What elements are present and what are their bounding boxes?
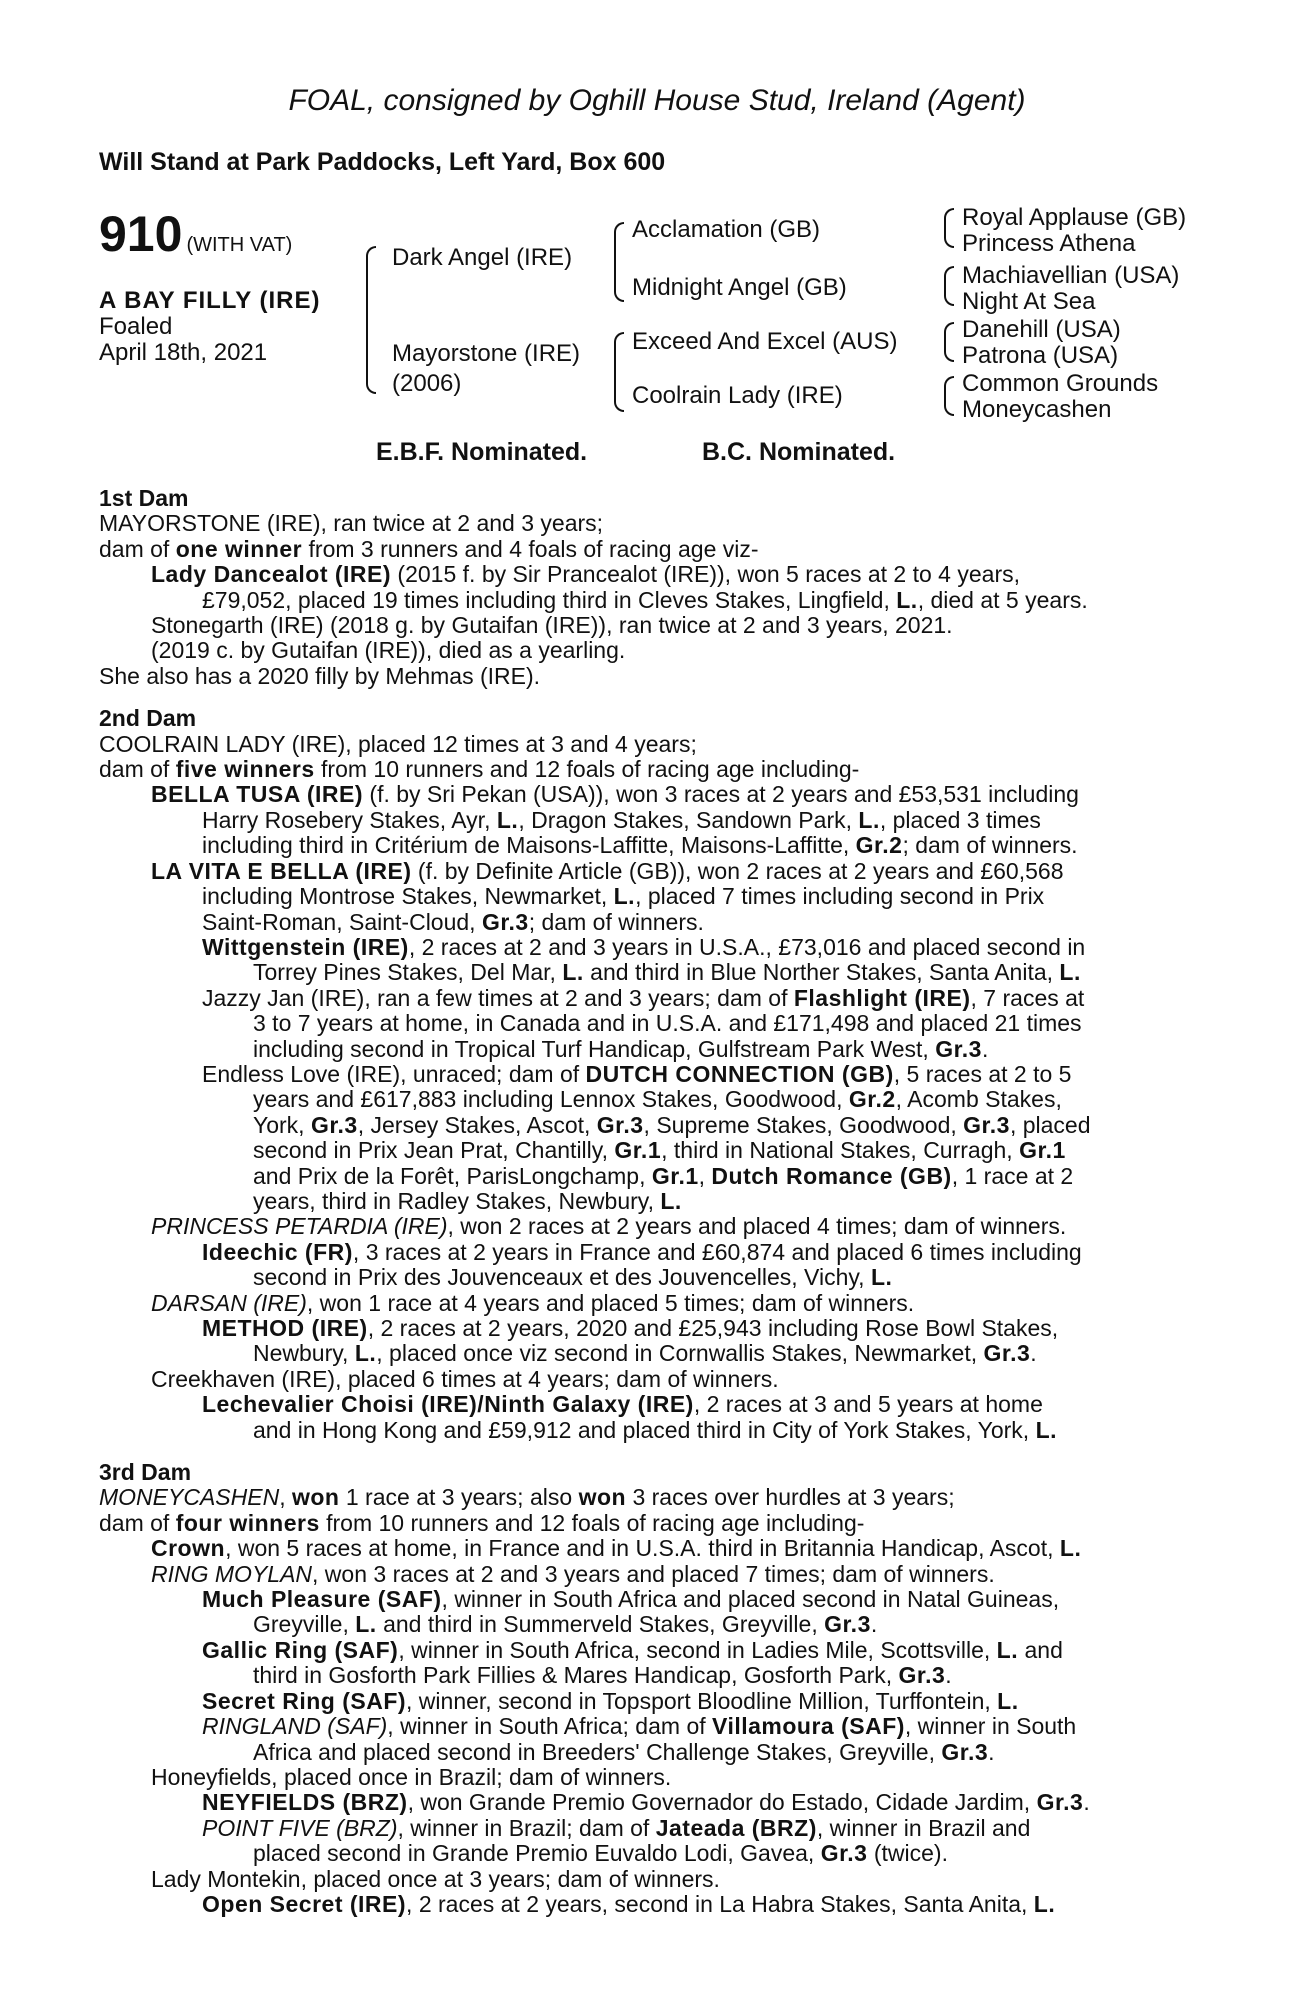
third-dam-title: 3rd Dam — [99, 1459, 192, 1486]
vat-note: (WITH VAT) — [186, 234, 293, 256]
third-dam-line: Africa and placed second in Breeders' Challenge Stakes, Greyville, Gr.3. — [253, 1738, 995, 1765]
second-dam-line: including second in Tropical Turf Handicap, Gulfstream Park West, Gr.3. — [253, 1035, 989, 1062]
pedigree-bracket — [944, 208, 954, 248]
third-dam-line: Honeyfields, placed once in Brazil; dam of winners. — [151, 1763, 672, 1790]
second-dam-line: Lechevalier Choisi (IRE)/Ninth Galaxy (IRE), 2 races at 3 and 5 years at home — [202, 1391, 1043, 1418]
third-dam-line: NEYFIELDS (BRZ), won Grande Premio Governador do Estado, Cidade Jardim, Gr.3. — [202, 1789, 1090, 1816]
second-dam-line: Wittgenstein (IRE), 2 races at 2 and 3 years in U.S.A., £73,016 and placed second in — [202, 933, 1086, 960]
pedigree-bracket — [366, 246, 376, 394]
pedigree-dam: Mayorstone (IRE) — [392, 340, 581, 367]
second-dam-line: including third in Critérium de Maisons-Laffitte, Maisons-Laffitte, Gr.2; dam of winners. — [202, 832, 1078, 859]
horse-name: A BAY FILLY (IRE) — [99, 287, 321, 314]
third-dam-line: Gallic Ring (SAF), winner in South Africa, second in Ladies Mile, Scottsville, L. and — [202, 1636, 1063, 1663]
pedigree-bracket — [944, 322, 954, 362]
second-dam-line: Endless Love (IRE), unraced; dam of DUTCH CONNECTION (GB), 5 races at 2 to 5 — [202, 1060, 1072, 1087]
ebf-nominated: E.B.F. Nominated. — [376, 438, 588, 466]
second-dam-line: Jazzy Jan (IRE), ran a few times at 2 and 3 years; dam of Flashlight (IRE), 7 races at — [202, 984, 1085, 1011]
second-dam-line: years and £617,883 including Lennox Stakes, Goodwood, Gr.2, Acomb Stakes, — [253, 1086, 1062, 1113]
second-dam-line: Newbury, L., placed once viz second in Cornwallis Stakes, Newmarket, Gr.3. — [253, 1340, 1037, 1367]
dam-lines — [99, 486, 1209, 1917]
second-dam-line: DARSAN (IRE), won 1 race at 4 years and placed 5 times; dam of winners. — [151, 1289, 915, 1316]
foaled-label: Foaled — [99, 313, 173, 340]
third-dam-line: dam of four winners from 10 runners and 12 foals of racing age including- — [99, 1509, 865, 1536]
catalogue-heading: FOAL, consigned by Oghill House Stud, Ireland (Agent) — [288, 84, 1026, 117]
stand-location: Will Stand at Park Paddocks, Left Yard, Box 600 — [99, 148, 666, 176]
second-dam-line: Creekhaven (IRE), placed 6 times at 4 years; dam of winners. — [151, 1365, 779, 1392]
foaled-date: April 18th, 2021 — [99, 339, 268, 366]
second-dam-line: Harry Rosebery Stakes, Ayr, L., Dragon Stakes, Sandown Park, L., placed 3 times — [202, 806, 1041, 833]
first-dam-line: She also has a 2020 filly by Mehmas (IRE). — [99, 662, 541, 689]
first-dam-line: Stonegarth (IRE) (2018 g. by Gutaifan (IRE)), ran twice at 2 and 3 years, 2021. — [151, 612, 953, 639]
second-dam-line: and Prix de la Forêt, ParisLongchamp, Gr.1, Dutch Romance (GB), 1 race at 2 — [253, 1162, 1074, 1189]
second-dam-line: Ideechic (FR), 3 races at 2 years in France and £60,874 and placed 6 times including — [202, 1238, 1082, 1265]
third-dam-line: Crown, won 5 races at home, in France and in U.S.A. third in Britannia Handicap, Ascot, L. — [151, 1535, 1082, 1562]
pedigree-g8: Moneycashen — [962, 396, 1112, 423]
first-dam-line: MAYORSTONE (IRE), ran twice at 2 and 3 years; — [99, 510, 604, 537]
pedigree-g3: Machiavellian (USA) — [962, 262, 1180, 289]
bc-nominated: B.C. Nominated. — [702, 438, 896, 466]
second-dam-line: COOLRAIN LADY (IRE), placed 12 times at 3 and 4 years; — [99, 730, 697, 757]
pedigree-dam-sire: Exceed And Excel (AUS) — [632, 328, 898, 355]
pedigree-bracket — [944, 266, 954, 306]
second-dam-line: METHOD (IRE), 2 races at 2 years, 2020 and £25,943 including Rose Bowl Stakes, — [202, 1315, 1059, 1341]
third-dam-line: placed second in Grande Premio Euvaldo Lodi, Gavea, Gr.3 (twice). — [253, 1840, 948, 1867]
pedigree-g2: Princess Athena — [962, 230, 1136, 257]
pedigree-sire-dam: Midnight Angel (GB) — [632, 274, 847, 301]
first-dam-line: £79,052, placed 19 times including third in Cleves Stakes, Lingfield, L., died at 5 years. — [202, 586, 1088, 613]
pedigree-g1: Royal Applause (GB) — [962, 204, 1187, 231]
pedigree-sire: Dark Angel (IRE) — [392, 244, 573, 271]
third-dam-line: Lady Montekin, placed once at 3 years; dam of winners. — [151, 1865, 720, 1892]
third-dam-line: POINT FIVE (BRZ), winner in Brazil; dam of Jateada (BRZ), winner in Brazil and — [202, 1814, 1031, 1841]
pedigree-g4: Night At Sea — [962, 288, 1096, 315]
first-dam-title: 1st Dam — [99, 485, 189, 511]
lot-number-block — [99, 205, 292, 263]
third-dam-line: third in Gosforth Park Fillies & Mares Handicap, Gosforth Park, Gr.3. — [253, 1662, 952, 1689]
pedigree-dam-year: (2006) — [392, 370, 462, 397]
pedigree-bracket — [614, 222, 624, 302]
first-dam-line: (2019 c. by Gutaifan (IRE)), died as a yearling. — [151, 637, 626, 664]
pedigree-bracket — [944, 376, 954, 416]
third-dam-line: RING MOYLAN, won 3 races at 2 and 3 years and placed 7 times; dam of winners. — [151, 1560, 995, 1587]
first-dam-line: dam of one winner from 3 runners and 4 foals of racing age viz- — [99, 535, 759, 562]
pedigree-sire-sire: Acclamation (GB) — [632, 216, 821, 243]
second-dam-line: second in Prix Jean Prat, Chantilly, Gr.1, third in National Stakes, Curragh, Gr.1 — [253, 1137, 1066, 1164]
third-dam-line: Secret Ring (SAF), winner, second in Topsport Bloodline Million, Turffontein, L. — [202, 1687, 1019, 1714]
pedigree-bracket — [614, 332, 624, 412]
third-dam-line: Open Secret (IRE), 2 races at 2 years, second in La Habra Stakes, Santa Anita, L. — [202, 1890, 1056, 1917]
second-dam-line: PRINCESS PETARDIA (IRE), won 2 races at 2 years and placed 4 times; dam of winners. — [151, 1213, 1067, 1240]
second-dam-line: second in Prix des Jouvenceaux et des Jouvencelles, Vichy, L. — [253, 1264, 893, 1291]
pedigree-g7: Common Grounds — [962, 370, 1159, 397]
second-dam-line: dam of five winners from 10 runners and 12 foals of racing age including- — [99, 756, 860, 783]
third-dam-line: MONEYCASHEN, won 1 race at 3 years; also won 3 races over hurdles at 3 years; — [99, 1484, 955, 1511]
first-dam-line: Lady Dancealot (IRE) (2015 f. by Sir Prancealot (IRE)), won 5 races at 2 to 4 years, — [151, 561, 1020, 588]
lot-number: 910 — [99, 206, 183, 262]
second-dam-line: 3 to 7 years at home, in Canada and in U.S.A. and £171,498 and placed 21 times — [253, 1010, 1082, 1037]
second-dam-line: LA VITA E BELLA (IRE) (f. by Definite Article (GB)), won 2 races at 2 years and £60,568 — [151, 857, 1064, 884]
third-dam-line: Greyville, L. and third in Summerveld Stakes, Greyville, Gr.3. — [253, 1611, 878, 1638]
second-dam-line: years, third in Radley Stakes, Newbury, L. — [253, 1187, 682, 1214]
second-dam-line: and in Hong Kong and £59,912 and placed third in City of York Stakes, York, L. — [253, 1416, 1058, 1443]
second-dam-line: BELLA TUSA (IRE) (f. by Sri Pekan (USA)), won 3 races at 2 years and £53,531 including — [151, 781, 1079, 808]
second-dam-line: including Montrose Stakes, Newmarket, L., placed 7 times including second in Prix — [202, 883, 1045, 910]
second-dam-line: York, Gr.3, Jersey Stakes, Ascot, Gr.3, Supreme Stakes, Goodwood, Gr.3, placed — [253, 1111, 1091, 1138]
third-dam-line: Much Pleasure (SAF), winner in South Africa and placed second in Natal Guineas, — [202, 1586, 1060, 1613]
second-dam-line: Saint-Roman, Saint-Cloud, Gr.3; dam of winners. — [202, 908, 704, 935]
pedigree-g6: Patrona (USA) — [962, 342, 1119, 369]
pedigree-g5: Danehill (USA) — [962, 316, 1121, 343]
horse-info — [99, 288, 321, 366]
pedigree-dam-dam: Coolrain Lady (IRE) — [632, 382, 843, 409]
third-dam-line: RINGLAND (SAF), winner in South Africa; dam of Villamoura (SAF), winner in South — [202, 1713, 1077, 1740]
second-dam-title: 2nd Dam — [99, 705, 197, 732]
second-dam-line: Torrey Pines Stakes, Del Mar, L. and third in Blue Norther Stakes, Santa Anita, L. — [253, 959, 1081, 986]
